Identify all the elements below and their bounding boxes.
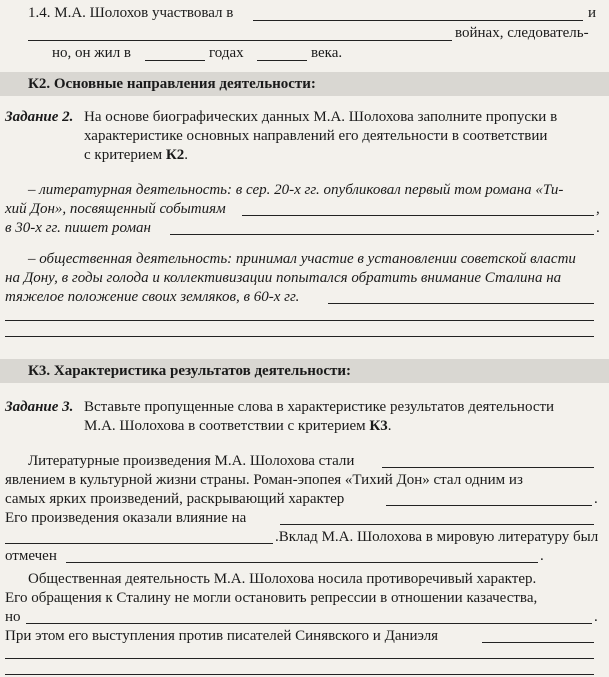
k3-heading: К3. Характеристика результатов деятельности: — [28, 363, 352, 379]
p2-line3-end: . — [594, 609, 598, 625]
question-1-4: 1.4. М.А. Шолохов участвовал в — [28, 5, 234, 21]
blank-line-a[interactable] — [5, 320, 594, 321]
soc-line2: на Дону, в годы голода и коллективизации попытался обратить внимание Сталина на — [5, 270, 562, 286]
blank-phenomenon[interactable] — [382, 467, 594, 468]
blank-60s[interactable] — [328, 303, 594, 304]
line3-a: но, он жил в — [52, 45, 132, 61]
task3-label: Задание 3. — [5, 399, 74, 415]
lit-line2-end: , — [596, 201, 600, 217]
blank-line-c[interactable] — [5, 658, 594, 659]
task2-line1: На основе биографических данных М.А. Шолохова заполните пропуски в — [84, 109, 558, 125]
p1-line3: самых ярких произведений, раскрывающий характер — [5, 491, 345, 507]
p1-line6: отмечен — [5, 548, 57, 564]
blank-but[interactable] — [26, 623, 592, 624]
lit-line1: – литературная деятельность: в сер. 20-х гг. опубликовал первый том романа «Ти- — [28, 182, 564, 198]
task2-line2: характеристике основных направлений его деятельности в соответствии — [84, 128, 548, 144]
p2-line4: При этом его выступления против писателей Синявского и Даниэля — [5, 628, 439, 644]
blank-line-d[interactable] — [5, 674, 594, 675]
blank-events[interactable] — [242, 215, 594, 216]
p1-line1: Литературные произведения М.А. Шолохова стали — [28, 453, 355, 469]
p1-line4: Его произведения оказали влияние на — [5, 510, 247, 526]
lit-line3: в 30-х гг. пишет роман — [5, 220, 151, 236]
p1-line5: .Вклад М.А. Шолохова в мировую литературу был — [275, 529, 599, 545]
soc-line3: тяжелое положение своих земляков, в 60-х гг. — [5, 289, 300, 305]
lit-line2: хий Дон», посвященный событиям — [5, 201, 226, 217]
task2-line3: с критерием К2. — [84, 147, 189, 163]
blank-century[interactable] — [257, 60, 307, 61]
task3-line1: Вставьте пропущенные слова в характеристике результатов деятельности — [84, 399, 555, 415]
p2-line3: но — [5, 609, 21, 625]
lit-line3-end: . — [596, 220, 600, 236]
task3-line2: М.А. Шолохова в соответствии с критерием К3. — [84, 418, 392, 434]
line2-end: войнах, следователь- — [455, 25, 589, 41]
k2-heading: К2. Основные направления деятельности: — [28, 76, 316, 92]
blank-wars[interactable] — [253, 20, 583, 21]
blank-wars-2[interactable] — [28, 40, 452, 41]
blank-award[interactable] — [66, 562, 538, 563]
blank-novel[interactable] — [170, 234, 594, 235]
p2-line1: Общественная деятельность М.А. Шолохова носила противоречивый характер. — [28, 571, 537, 587]
blank-speeches[interactable] — [482, 642, 594, 643]
task2-label: Задание 2. — [5, 109, 74, 125]
p1-line2: явлением в культурной жизни страны. Роман-эпопея «Тихий Дон» стал одним из — [5, 472, 523, 488]
blank-years[interactable] — [145, 60, 205, 61]
line3-c: века. — [311, 45, 343, 61]
line1-end: и — [588, 5, 597, 21]
blank-character[interactable] — [386, 505, 592, 506]
p1-line6-end: . — [540, 548, 544, 564]
blank-influence-2[interactable] — [5, 543, 273, 544]
blank-line-b[interactable] — [5, 336, 594, 337]
blank-influence[interactable] — [280, 524, 594, 525]
soc-line1: – общественная деятельность: принимал участие в установлении советской власти — [28, 251, 576, 267]
line3-b: годах — [209, 45, 244, 61]
p2-line2: Его обращения к Сталину не могли остановить репрессии в отношении казачества, — [5, 590, 538, 606]
p1-line3-end: . — [594, 491, 598, 507]
